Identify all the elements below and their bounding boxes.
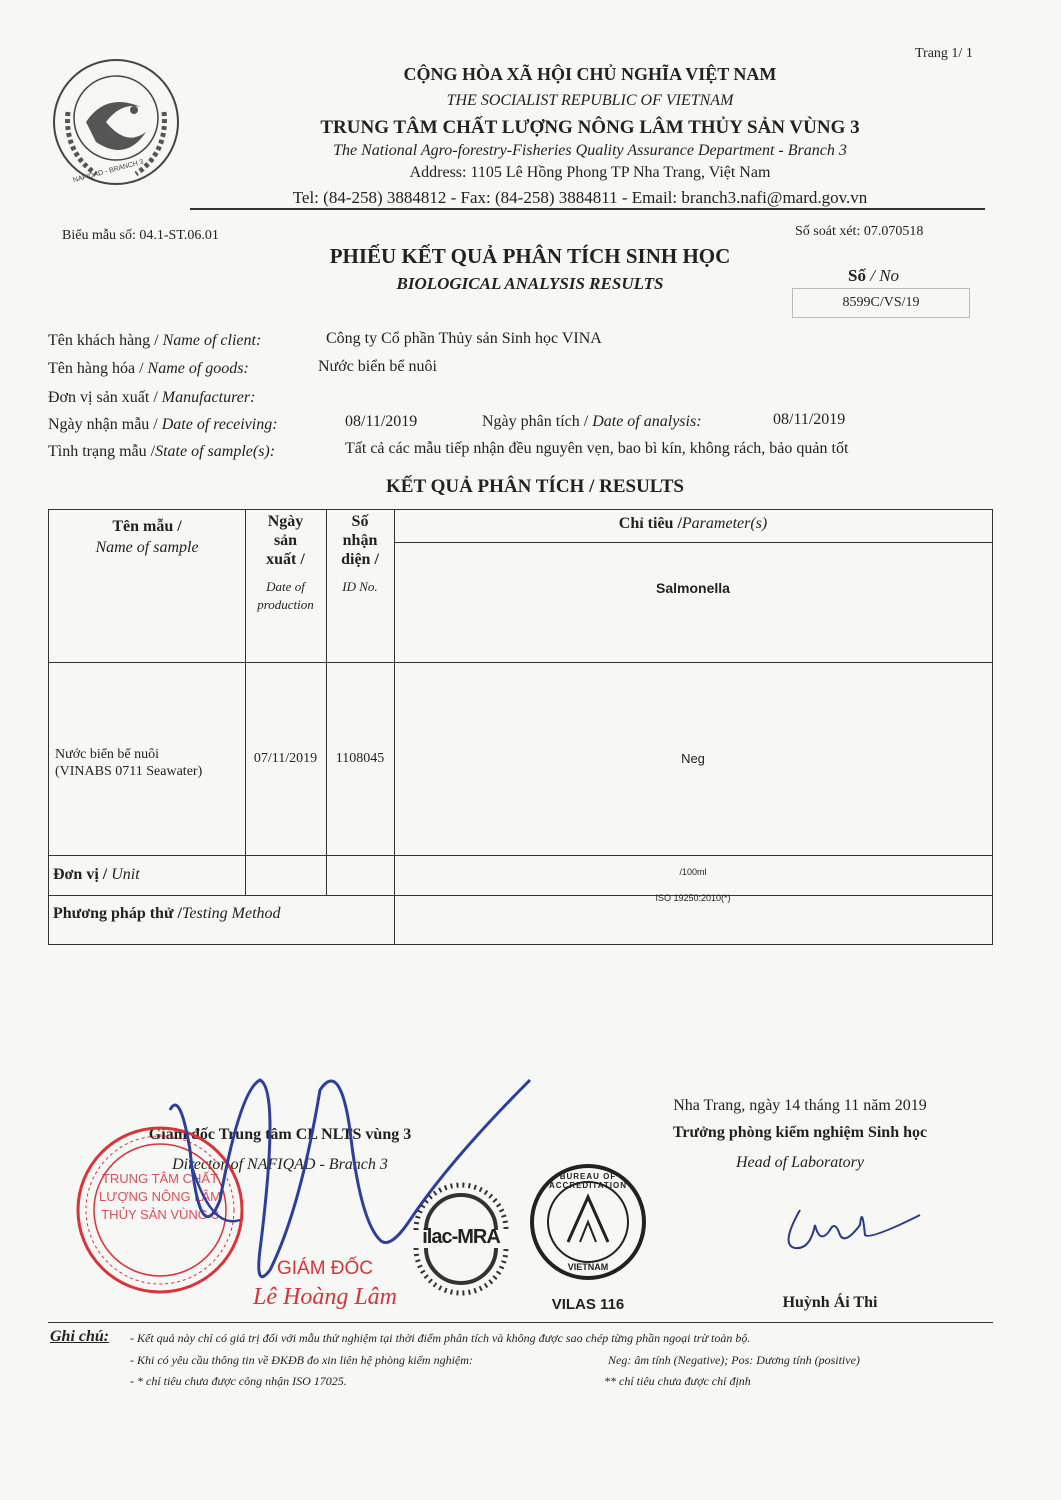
logo-caption: NAFIQAD - BRANCH 3 [72,158,145,185]
right-signer-name: Huỳnh Ái Thi [782,1294,878,1311]
note-2: - Khi có yêu cầu thông tin về ĐKĐB đo xin liên hệ phòng kiểm nghiệm: [130,1353,473,1367]
form-number: Biểu mẫu số: 04.1-ST.06.01 [62,228,219,243]
goods-label: Tên hàng hóa / Name of goods: [48,360,249,377]
header-sample-name: Tên mẫu / Name of sample [95,518,199,556]
note-3: - * chỉ tiêu chưa được công nhận ISO 17025. [130,1374,347,1388]
analysis-date-value: 08/11/2019 [773,411,846,428]
sample-name-cell: Nước biển bể nuôi (VINABS 0711 Seawater) [55,747,203,779]
header-divider [190,208,985,210]
production-date-cell: 07/11/2019 [253,751,318,766]
unit-value: /100ml [679,867,707,877]
form-title-en: BIOLOGICAL ANALYSIS RESULTS [396,274,664,293]
receiving-date-value: 08/11/2019 [345,413,418,430]
right-signature-icon [770,1190,930,1260]
notes-label: Ghi chú: [50,1328,110,1345]
salmonella-result-cell: Neg [681,751,705,766]
right-signer-title-vi: Trưởng phòng kiểm nghiệm Sinh học [672,1124,928,1141]
client-value: Công ty Cổ phần Thủy sản Sinh học VINA [326,330,602,347]
header-org-vi: TRUNG TÂM CHẤT LƯỢNG NÔNG LÂM THỦY SẢN VÙNG 3 [320,117,860,138]
boa-seal-country: VIETNAM [567,1262,609,1272]
note-3b: ** chỉ tiêu chưa được chỉ định [604,1374,751,1388]
boa-seal-text: BUREAU OF ACCREDITATION [548,1172,628,1190]
form-title-vi: PHIẾU KẾT QUẢ PHÂN TÍCH SINH HỌC [329,244,731,268]
note-1: - Kết quả này chỉ có giá trị đối với mẫu thử nghiệm tại thời điểm phân tích và không được sao chép từng phần ngoại trừ toàn bộ. [130,1331,751,1345]
header-contact: Tel: (84-258) 3884812 - Fax: (84-258) 3884811 - Email: branch3.nafi@mard.gov.vn [292,188,868,207]
header-address: Address: 1105 Lê Hồng Phong TP Nha Trang, Việt Nam [409,164,771,181]
place-date: Nha Trang, ngày 14 tháng 11 năm 2019 [673,1097,927,1114]
header-country-vi: CỘNG HÒA XÃ HỘI CHỦ NGHĨA VIỆT NAM [403,64,777,84]
testing-method-label: Phương pháp thử /Testing Method [53,905,281,922]
header-id-no: Số nhận diện / ID No. [341,513,379,594]
header-parameters: Chỉ tiêu /Parameter(s) [618,515,768,532]
right-signer-title-en: Head of Laboratory [736,1154,864,1171]
unit-label: Đơn vị / Unit [53,866,140,883]
client-label: Tên khách hàng / Name of client: [48,332,262,349]
stamp-text: TRUNG TÂM CHẤT LƯỢNG NÔNG LÂM THỦY SẢN VÙNG 3 [99,1171,221,1222]
footer-divider [48,1322,993,1323]
note-2b: Neg: âm tính (Negative); Pos: Dương tính (positive) [608,1353,860,1367]
analysis-date-label: Ngày phân tích / Date of analysis: [482,413,702,430]
id-no-cell: 1108045 [335,751,385,766]
manufacturer-label: Đơn vị sản xuất / Manufacturer: [48,389,256,406]
report-number: 8599C/VS/19 [792,288,970,318]
left-signer-role: GIÁM ĐỐC [276,1258,374,1279]
header-production-date: Ngày sản xuất / Date of production [257,513,314,612]
number-label: Số / No [848,266,900,285]
header-country-en: THE SOCIALIST REPUBLIC OF VIETNAM [446,92,734,109]
page-indicator: Trang 1/ 1 [915,46,973,61]
parameter-salmonella: Salmonella [656,580,730,596]
results-title: KẾT QUẢ PHÂN TÍCH / RESULTS [386,476,684,497]
header-org-en: The National Agro-forestry-Fisheries Quality Assurance Department - Branch 3 [333,142,847,159]
results-table [48,509,993,945]
goods-value: Nước biển bể nuôi [318,358,437,375]
left-signer-title-en: Director of NAFIQAD - Branch 3 [172,1156,388,1173]
left-signer-name: Lê Hoàng Lâm [252,1284,397,1310]
sample-state-value: Tất cả các mẫu tiếp nhận đều nguyên vẹn, bao bì kín, không rách, bảo quản tốt [345,440,849,457]
receiving-date-label: Ngày nhận mẫu / Date of receiving: [48,416,278,433]
sample-state-label: Tình trạng mẫu /State of sample(s): [48,443,276,460]
testing-method-value: ISO 19250:2010(*) [655,893,731,903]
review-number: Số soát xét: 07.070518 [795,224,924,239]
ilac-mra-text: ilac-MRA [422,1226,500,1248]
left-signer-title-vi: Giám đốc Trung tâm CL NLTS vùng 3 [148,1126,412,1143]
vilas-number: VILAS 116 [551,1296,625,1313]
